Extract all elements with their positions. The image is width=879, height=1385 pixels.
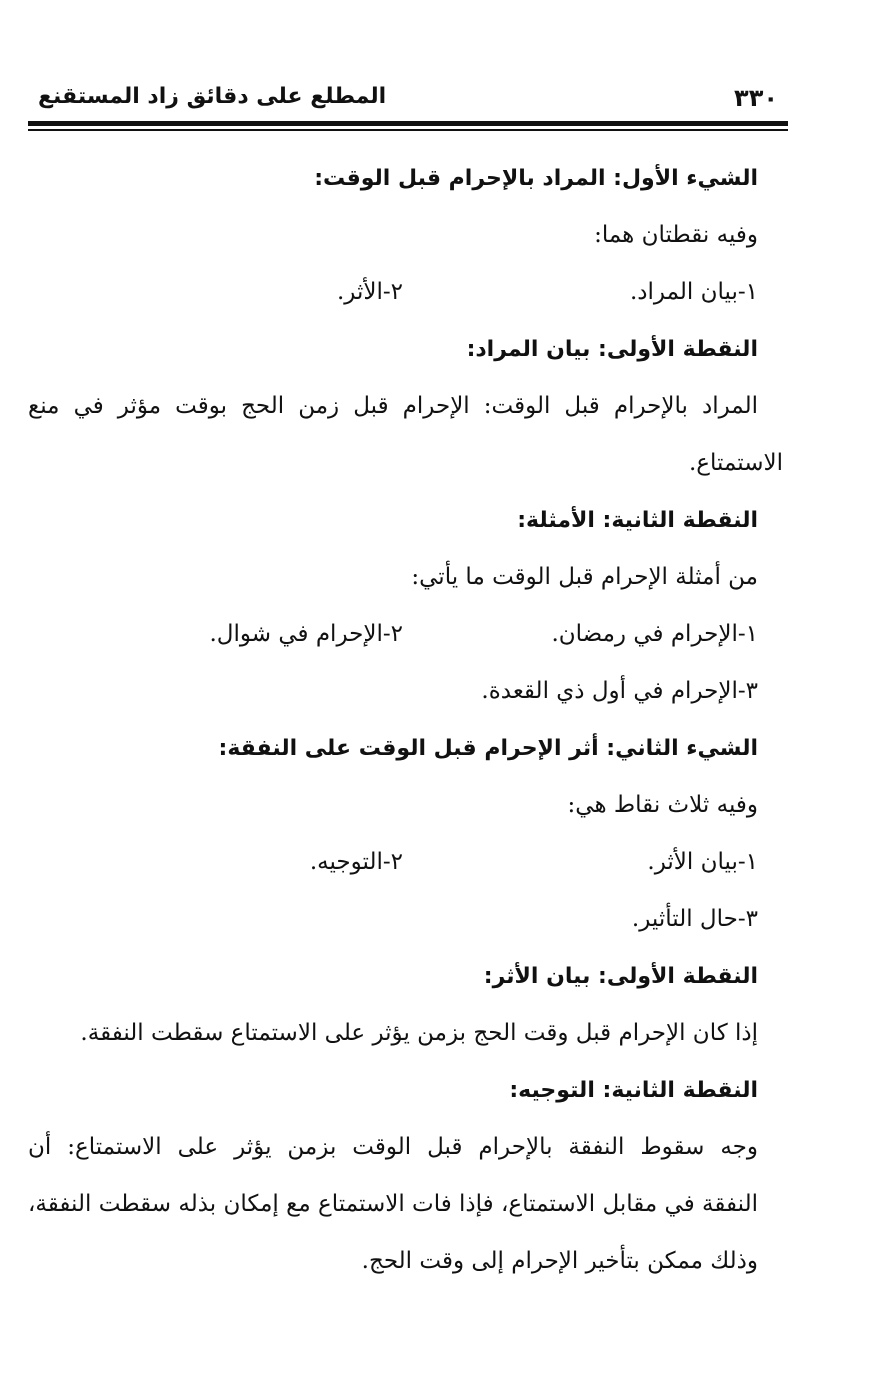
list-points-1 bbox=[28, 264, 758, 321]
list-item: ١-الإحرام في رمضان. bbox=[551, 621, 758, 647]
running-title: المطلع على دقائق زاد المستقنع bbox=[38, 84, 387, 109]
paragraph-examples-intro: من أمثلة الإحرام قبل الوقت ما يأتي: bbox=[411, 564, 758, 590]
list-points-2 bbox=[28, 834, 758, 891]
paragraph-effect: إذا كان الإحرام قبل وقت الحج بزمن يؤثر على الاستمتاع سقطت النفقة. bbox=[80, 1020, 758, 1046]
paragraph-meaning bbox=[28, 378, 783, 492]
list-item: ٣-الإحرام في أول ذي القعدة. bbox=[481, 678, 758, 704]
paragraph-two-points: وفيه نقطتان هما: bbox=[594, 222, 758, 248]
list-item: ٢-التوجيه. bbox=[309, 849, 403, 875]
header-rule-thick bbox=[28, 121, 788, 126]
list-item: ١-بيان المراد. bbox=[629, 279, 758, 305]
list-item: ٢-الإحرام في شوال. bbox=[209, 621, 403, 647]
page-header bbox=[28, 84, 788, 114]
subheading-justification: النقطة الثانية: التوجيه: bbox=[509, 1078, 758, 1103]
list-item: ٢-الأثر. bbox=[336, 279, 403, 305]
subheading-effect: النقطة الأولى: بيان الأثر: bbox=[483, 964, 758, 989]
section-heading-second-thing: الشيء الثاني: أثر الإحرام قبل الوقت على النفقة: bbox=[218, 736, 758, 761]
section-heading-first-thing: الشيء الأول: المراد بالإحرام قبل الوقت: bbox=[314, 166, 758, 191]
page-body bbox=[28, 150, 783, 1290]
page-number: ٣٣٠ bbox=[734, 84, 778, 112]
paragraph-line: وذلك ممكن بتأخير الإحرام إلى وقت الحج. bbox=[361, 1248, 758, 1274]
paragraph-line: النفقة في مقابل الاستمتاع، فإذا فات الاستمتاع مع إمكان بذله سقطت النفقة، bbox=[28, 1191, 758, 1217]
subheading-examples: النقطة الثانية: الأمثلة: bbox=[517, 508, 758, 533]
subheading-meaning: النقطة الأولى: بيان المراد: bbox=[466, 337, 758, 362]
list-item: ٣-حال التأثير. bbox=[631, 906, 758, 932]
paragraph-line: المراد بالإحرام قبل الوقت: الإحرام قبل زمن الحج بوقت مؤثر في منع bbox=[28, 393, 758, 419]
paragraph-line: وجه سقوط النفقة بالإحرام قبل الوقت بزمن يؤثر على الاستمتاع: أن bbox=[28, 1134, 758, 1160]
list-examples bbox=[28, 606, 758, 663]
paragraph-justification bbox=[28, 1119, 758, 1290]
header-rule-thin bbox=[28, 129, 788, 131]
paragraph-line: الاستمتاع. bbox=[689, 450, 783, 476]
paragraph-three-points: وفيه ثلاث نقاط هي: bbox=[567, 792, 758, 818]
list-item: ١-بيان الأثر. bbox=[647, 849, 758, 875]
